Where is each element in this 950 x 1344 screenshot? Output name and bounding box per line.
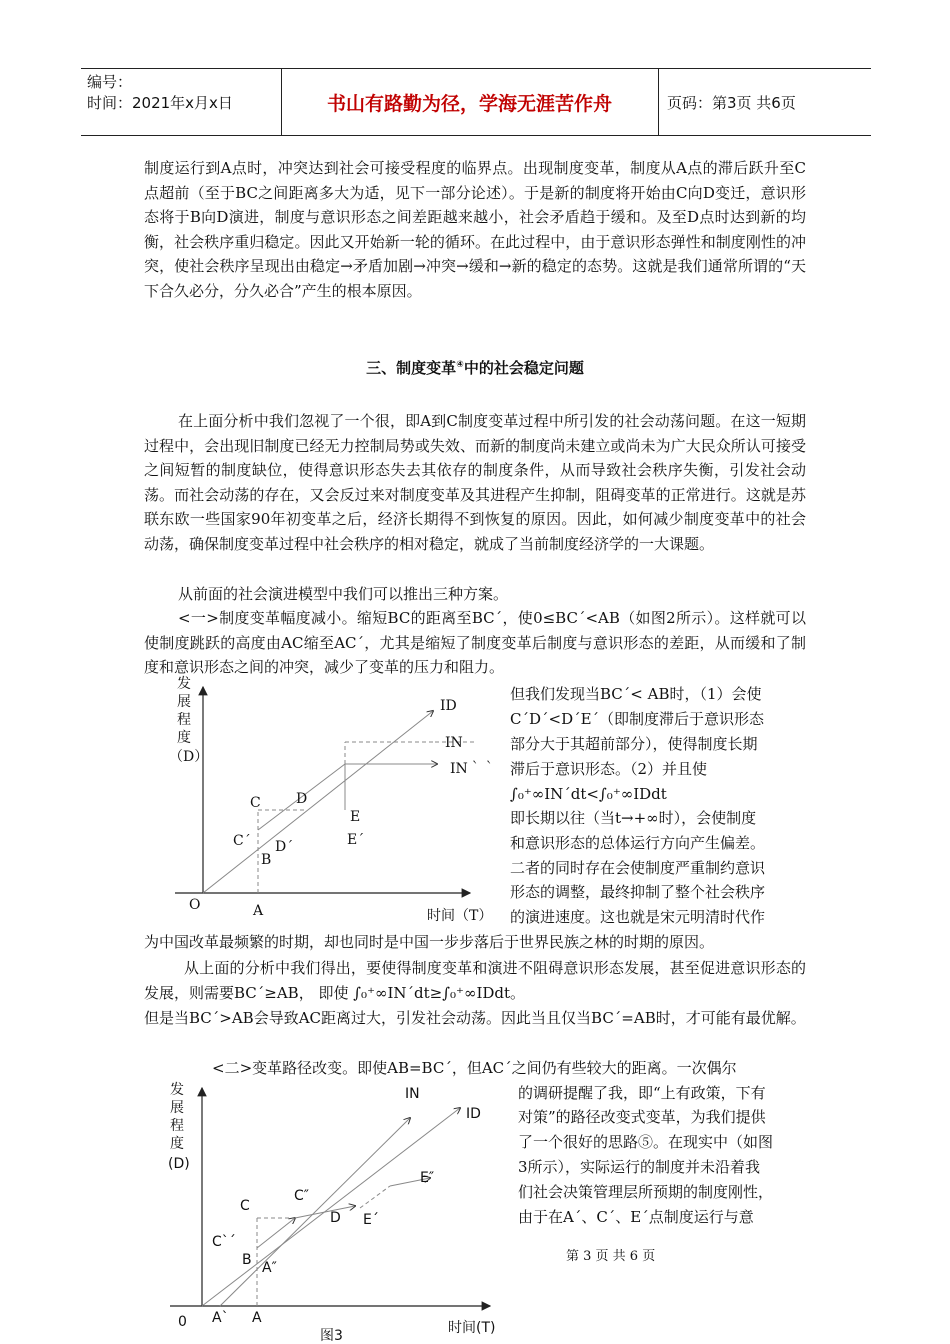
page-footer: 第 3 页 共 6 页 <box>566 1249 656 1264</box>
svg-text:(D): (D) <box>168 1156 190 1172</box>
svg-text:ID: ID <box>466 1106 481 1122</box>
figure-3-labels <box>178 1086 495 1344</box>
svg-text:展: 展 <box>177 694 191 710</box>
svg-text:IN｀｀: IN｀｀ <box>450 761 496 777</box>
svg-text:（D）: （D） <box>169 749 209 765</box>
svg-text:C: C <box>240 1198 250 1214</box>
svg-text:A: A <box>253 903 264 919</box>
svg-text:程: 程 <box>170 1118 184 1134</box>
svg-text:D: D <box>330 1210 341 1226</box>
svg-text:E: E <box>350 809 361 825</box>
paragraph-7: <二>变革路径改变。即使AB=BC´，但AC´之间仍有些较大的距离。一次偶尔 <box>212 1059 737 1077</box>
figure-2-labels <box>189 698 496 924</box>
svg-text:B: B <box>242 1252 252 1268</box>
path-c3 <box>295 1206 355 1218</box>
svg-text:E´: E´ <box>347 832 365 848</box>
svg-text:C`´: C`´ <box>212 1234 236 1250</box>
svg-text:度: 度 <box>170 1136 184 1152</box>
paragraph-4: <一>制度变革幅度减小。缩短BC的距离至BC´，使0≤BC´<AB（如图2所示）。这样就可以使制度跳跃的高度由AC缩至AC´，尤其是缩短了制度变革后制度与意识形态的差距，从而缓和了制度和意识形态之间的冲突，减少了变革的压力和阻力。 <box>144 609 806 676</box>
y-axis-label <box>169 676 208 765</box>
paragraph-6: 但是当BC´>AB会导致AC距离过大，引发社会动荡。因此当且仅当BC´=AB时，才可能有最优解。 <box>144 1009 806 1027</box>
path-c2 <box>257 1218 295 1248</box>
line-after-figure-2: 为中国改革最频繁的时期，却也同时是中国一步步落后于世界民族之林的时期的原因。 <box>144 933 715 951</box>
header-motto: 书山有路勤为径，学海无涯苦作舟 <box>281 69 659 135</box>
svg-text:时间(T): 时间(T) <box>448 1320 496 1336</box>
svg-text:展: 展 <box>170 1100 184 1116</box>
page-header <box>81 68 871 136</box>
header-page: 页码：第3页 共6页 <box>667 93 796 112</box>
paragraph-5: 从上面的分析中我们得出，要使得制度变革和演进不阻碍意识形态发展，甚至促进意识形态的发展，则需要BC´≥AB， 即使 ∫₀⁺∞IN´dt≥∫₀⁺∞IDdt。 <box>144 959 806 1002</box>
svg-text:A″: A″ <box>262 1260 277 1276</box>
svg-text:0: 0 <box>178 1314 187 1330</box>
svg-text:ID: ID <box>440 698 457 714</box>
header-meta <box>81 69 282 135</box>
dashed-e-3 <box>360 1186 390 1208</box>
header-number: 编号： <box>87 73 133 91</box>
svg-text:图3: 图3 <box>320 1328 343 1344</box>
svg-text:度: 度 <box>177 730 191 746</box>
svg-text:O: O <box>189 897 201 913</box>
y-axis-label-3 <box>168 1082 190 1172</box>
svg-text:C´: C´ <box>233 833 251 849</box>
svg-text:D´: D´ <box>275 839 294 855</box>
paragraph-3: 从前面的社会演进模型中我们可以推出三种方案。 <box>178 585 509 603</box>
paragraph-1: 制度运行到A点时，冲突达到社会可接受程度的临界点。出现制度变革，制度从A点的滞后跃升至C点超前（至于BC之间距离多大为适，见下一部分论述）。于是新的制度将开始由C向D变迁，意识形态将于B向D演进，制度与意识形态之间差距越来越小，社会矛盾趋于缓和。及至D点时达到新的均衡，社会秩序重归稳定。因此又开始新一轮的循环。在此过程中，由于意识形态弹性和制度刚性的冲突，使社会秩序呈现出由稳定→矛盾加剧→冲突→缓和→新的稳定的态势。这就是我们通常所谓的“天下合久必分，分久必合”产生的根本原因。 <box>144 159 806 300</box>
svg-text:A`: A` <box>212 1310 229 1326</box>
svg-text:发: 发 <box>170 1082 184 1098</box>
svg-text:IN: IN <box>405 1086 420 1102</box>
svg-text:E″: E″ <box>420 1170 435 1186</box>
svg-text:E´: E´ <box>363 1212 379 1228</box>
svg-text:发: 发 <box>177 676 191 692</box>
figure-2 <box>165 675 505 935</box>
paragraph-2: 在上面分析中我们忽视了一个很，即A到C制度变革过程中所引发的社会动荡问题。在这一短期过程中，会出现旧制度已经无力控制局势或失效、而新的制度尚未建立或尚未为广大民众所认可接受之间短暂的制度缺位，使得意识形态失去其依存的制度条件，从而导致社会秩序失衡，引发社会动荡。而社会动荡的存在，又会反过来对制度变革及其进程产生抑制，阻碍变革的正常进行。这就是苏联东欧一些国家90年初变革之后，经济长期得不到恢复的原因。因此，如何减少制度变革中的社会动荡，确保制度变革过程中社会秩序的相对稳定，就成了当前制度经济学的一大课题。 <box>144 412 806 553</box>
svg-text:IN: IN <box>445 735 463 751</box>
svg-text:程: 程 <box>177 712 191 728</box>
header-time: 时间：2021年x月x日 <box>87 94 233 112</box>
svg-text:C″: C″ <box>294 1188 310 1204</box>
svg-text:时间（T）: 时间（T） <box>427 908 493 924</box>
svg-text:D: D <box>296 791 308 807</box>
svg-text:A: A <box>252 1310 262 1326</box>
svg-text:B: B <box>261 852 272 868</box>
ideology-line-id <box>203 711 433 893</box>
section-title: 三、制度变革④中的社会稳定问题 <box>366 359 584 377</box>
figure-3 <box>160 1078 520 1344</box>
svg-text:C: C <box>250 795 261 811</box>
